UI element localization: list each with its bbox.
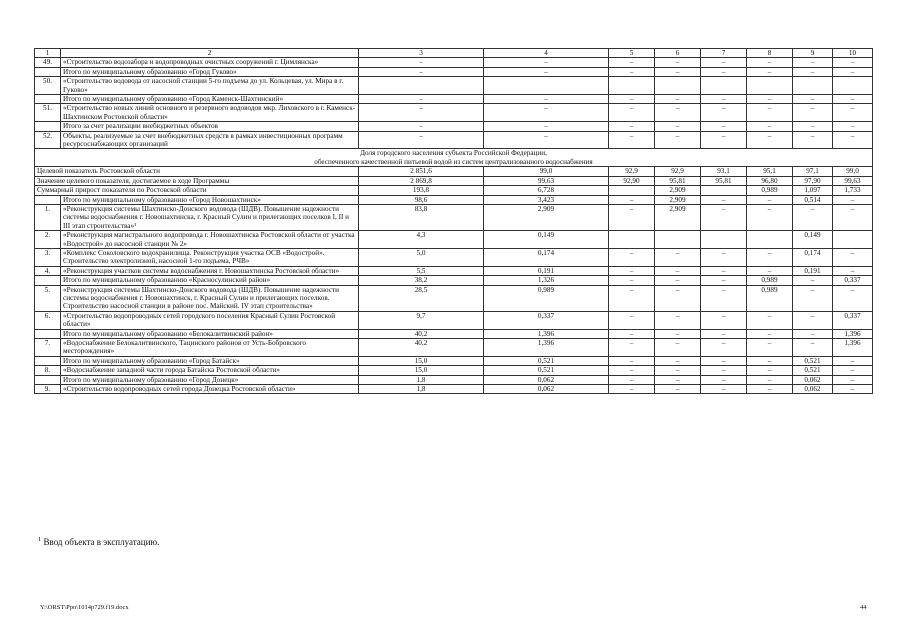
row-number	[35, 195, 61, 204]
row-number: 4.	[35, 266, 61, 275]
value-cell: 38,2	[359, 276, 484, 285]
value-cell: 40,2	[359, 329, 484, 338]
value-cell: –	[793, 285, 833, 311]
row-number	[35, 67, 61, 76]
value-cell: –	[793, 204, 833, 230]
value-cell: –	[747, 195, 793, 204]
header-cell: 4	[484, 49, 609, 58]
row-name: «Строительство новых линий основного и резервного водоводов мкр. Лиховского в г. Каменск-Шахтинском Ростовской области»	[61, 104, 359, 122]
row-name: «Водоснабжение западной части города Батайска Ростовской области»	[61, 366, 359, 375]
value-cell: –	[655, 385, 701, 394]
row-number: 49.	[35, 58, 61, 67]
header-cell: 7	[701, 49, 747, 58]
row-name: «Комплекс Соколовского водохранилища. Реконструкция участка ОСВ «Водострой». Строительство электролизной, насосной 1-го подъема, РЧВ»	[61, 248, 359, 266]
value-cell: 0,062	[484, 375, 609, 384]
value-cell: –	[655, 248, 701, 266]
table-row	[35, 366, 873, 375]
value-cell: 5,0	[359, 248, 484, 266]
program-table	[34, 48, 873, 394]
value-cell: –	[747, 131, 793, 149]
table-row	[35, 231, 873, 249]
value-cell: –	[609, 311, 655, 329]
value-cell: –	[655, 67, 701, 76]
value-cell: 0,337	[484, 311, 609, 329]
table-row	[35, 195, 873, 204]
value-cell: –	[701, 385, 747, 394]
row-name: «Строительство водопроводных сетей городского поселения Красный Сулин Ростовской области»	[61, 311, 359, 329]
value-cell: 1,8	[359, 375, 484, 384]
header-cell: 8	[747, 49, 793, 58]
row-number: 3.	[35, 248, 61, 266]
row-number	[35, 375, 61, 384]
value-cell: 92,9	[655, 167, 701, 176]
value-cell: –	[701, 204, 747, 230]
summary-name: Значение целевого показателя, достигаемое в ходе Программы	[35, 176, 359, 185]
value-cell: –	[655, 104, 701, 122]
value-cell	[793, 77, 833, 95]
value-cell: 92,9	[609, 167, 655, 176]
value-cell: –	[833, 366, 873, 375]
value-cell: –	[747, 248, 793, 266]
summary-row	[35, 186, 873, 195]
value-cell: –	[833, 285, 873, 311]
value-cell: –	[833, 204, 873, 230]
value-cell: 5,5	[359, 266, 484, 275]
value-cell: –	[747, 58, 793, 67]
value-cell: 0,149	[484, 231, 609, 249]
header-cell: 9	[793, 49, 833, 58]
value-cell: –	[701, 104, 747, 122]
value-cell: –	[359, 67, 484, 76]
value-cell: –	[655, 366, 701, 375]
table-row	[35, 329, 873, 338]
value-cell: –	[701, 122, 747, 131]
value-cell: –	[701, 131, 747, 149]
value-cell: –	[484, 122, 609, 131]
value-cell: 0,062	[793, 375, 833, 384]
value-cell: –	[833, 385, 873, 394]
value-cell: –	[359, 104, 484, 122]
row-number: 7.	[35, 339, 61, 357]
value-cell: –	[484, 95, 609, 104]
row-name: «Реконструкция системы Шахтинско-Донского водовода (ШДВ). Повышение надежности системы водоснабжения г. Новошахтинска, г. Красный Сулин и прилегающих поселков I, II и III этап строительства»¹	[61, 204, 359, 230]
value-cell: –	[833, 67, 873, 76]
table-row	[35, 67, 873, 76]
row-name: Итого по муниципальному образованию «Город Батайск»	[61, 356, 359, 365]
value-cell: –	[609, 195, 655, 204]
value-cell: 0,521	[793, 366, 833, 375]
value-cell	[609, 231, 655, 249]
row-name: «Строительство водопроводных сетей города Донецка Ростовской области»	[61, 385, 359, 394]
summary-name: Целевой показатель Ростовской области	[35, 167, 359, 176]
table-row	[35, 339, 873, 357]
value-cell: 1,733	[833, 186, 873, 195]
value-cell: –	[359, 122, 484, 131]
value-cell: 0,989	[747, 285, 793, 311]
row-number	[35, 356, 61, 365]
value-cell	[655, 231, 701, 249]
value-cell: 15,0	[359, 366, 484, 375]
value-cell: –	[359, 95, 484, 104]
row-name: Итого по муниципальному образованию «Белокалитвинский район»	[61, 329, 359, 338]
value-cell: 9,7	[359, 311, 484, 329]
value-cell: 0,514	[793, 195, 833, 204]
value-cell: 2 869,8	[359, 176, 484, 185]
value-cell: –	[609, 339, 655, 357]
value-cell: –	[609, 131, 655, 149]
value-cell: 99,63	[833, 176, 873, 185]
value-cell: 2,909	[655, 204, 701, 230]
value-cell: –	[609, 204, 655, 230]
header-cell: 6	[655, 49, 701, 58]
value-cell: –	[609, 266, 655, 275]
value-cell: –	[655, 122, 701, 131]
value-cell: –	[655, 276, 701, 285]
value-cell: –	[747, 266, 793, 275]
value-cell: –	[833, 248, 873, 266]
value-cell: 1,396	[833, 329, 873, 338]
value-cell	[701, 231, 747, 249]
value-cell	[833, 77, 873, 95]
value-cell: 96,80	[747, 176, 793, 185]
value-cell: 6,728	[484, 186, 609, 195]
header-cell: 1	[35, 49, 61, 58]
value-cell: –	[701, 266, 747, 275]
value-cell: –	[833, 266, 873, 275]
table-row	[35, 285, 873, 311]
value-cell	[359, 77, 484, 95]
value-cell: 2,909	[655, 195, 701, 204]
value-cell: 0,989	[747, 186, 793, 195]
row-name: Итого по муниципальному образованию «Город Новошахтинск»	[61, 195, 359, 204]
value-cell: –	[793, 276, 833, 285]
value-cell: 1,326	[484, 276, 609, 285]
value-cell: –	[609, 366, 655, 375]
table-row	[35, 248, 873, 266]
row-name: «Реконструкция системы Шахтинско-Донского водовода (ШДВ). Повышение надежности системы водоснабжения г. Новошахтинск, г. Красный Сулин и прилегающих поселков. Строительство насосной станции в районе пос. Майский. IV этап строительства»	[61, 285, 359, 311]
row-name: Итого по муниципальному образованию «Город Донецк»	[61, 375, 359, 384]
value-cell: –	[655, 375, 701, 384]
value-cell: 15,0	[359, 356, 484, 365]
row-name: Итого за счет реализации внебюджетных объектов	[61, 122, 359, 131]
value-cell: 0,337	[833, 311, 873, 329]
value-cell: –	[833, 131, 873, 149]
value-cell: 0,174	[793, 248, 833, 266]
page-number: 44	[860, 604, 867, 611]
value-cell: –	[747, 311, 793, 329]
row-number: 6.	[35, 311, 61, 329]
value-cell: 1,097	[793, 186, 833, 195]
table-row	[35, 266, 873, 275]
value-cell: 0,191	[484, 266, 609, 275]
header-cell: 2	[61, 49, 359, 58]
value-cell: –	[747, 104, 793, 122]
table-row	[35, 77, 873, 95]
value-cell: 97,1	[793, 167, 833, 176]
value-cell: 0,062	[484, 385, 609, 394]
value-cell	[747, 231, 793, 249]
value-cell	[701, 77, 747, 95]
value-cell: –	[484, 58, 609, 67]
value-cell: –	[655, 285, 701, 311]
table-row	[35, 95, 873, 104]
row-name: «Реконструкция участков системы водоснабжения г. Новошахтинска Ростовской области»	[61, 266, 359, 275]
value-cell: 3,423	[484, 195, 609, 204]
value-cell: –	[701, 195, 747, 204]
value-cell: –	[793, 95, 833, 104]
value-cell: –	[747, 95, 793, 104]
row-number: 8.	[35, 366, 61, 375]
value-cell: –	[747, 375, 793, 384]
value-cell: –	[655, 58, 701, 67]
value-cell: 40,2	[359, 339, 484, 357]
value-cell: 2,909	[484, 204, 609, 230]
value-cell: –	[747, 329, 793, 338]
value-cell: 4,3	[359, 231, 484, 249]
value-cell: –	[701, 285, 747, 311]
table-row	[35, 356, 873, 365]
value-cell: –	[609, 248, 655, 266]
value-cell: –	[793, 58, 833, 67]
value-cell: –	[833, 122, 873, 131]
table-row	[35, 375, 873, 384]
value-cell: –	[609, 104, 655, 122]
value-cell: –	[833, 195, 873, 204]
value-cell: –	[609, 329, 655, 338]
value-cell: 1,396	[484, 339, 609, 357]
table-row	[35, 104, 873, 122]
row-name: «Реконструкция магистрального водопровода г. Новошахтинска Ростовской области от участка «Водострой» до насосной станции № 2»	[61, 231, 359, 249]
value-cell: –	[359, 58, 484, 67]
row-name: «Строительство водозабора и водопроводных очистных сооружений г. Цимлянска»	[61, 58, 359, 67]
value-cell: –	[609, 285, 655, 311]
table-row	[35, 204, 873, 230]
value-cell: –	[701, 276, 747, 285]
value-cell: –	[484, 67, 609, 76]
value-cell	[609, 77, 655, 95]
value-cell: –	[747, 339, 793, 357]
value-cell	[655, 77, 701, 95]
value-cell: –	[747, 366, 793, 375]
value-cell: 93,1	[701, 167, 747, 176]
value-cell: 0,174	[484, 248, 609, 266]
value-cell: –	[484, 104, 609, 122]
row-number	[35, 95, 61, 104]
value-cell: –	[747, 385, 793, 394]
table-row	[35, 131, 873, 149]
value-cell: 95,81	[655, 176, 701, 185]
table-row	[35, 311, 873, 329]
value-cell: –	[747, 356, 793, 365]
header-cell: 10	[833, 49, 873, 58]
file-path: Y:\ORST\Ppo\1014p729.f19.docx	[40, 604, 129, 611]
value-cell: 0,521	[484, 356, 609, 365]
value-cell: –	[747, 204, 793, 230]
row-name: Итого по муниципальному образованию «Город Каменск-Шахтинский»	[61, 95, 359, 104]
header-row	[35, 49, 873, 58]
value-cell	[747, 77, 793, 95]
row-number: 9.	[35, 385, 61, 394]
value-cell: –	[793, 104, 833, 122]
value-cell: 0,521	[793, 356, 833, 365]
summary-row	[35, 176, 873, 185]
value-cell: –	[609, 356, 655, 365]
value-cell: –	[609, 67, 655, 76]
row-number: 2.	[35, 231, 61, 249]
row-number: 50.	[35, 77, 61, 95]
value-cell: 98,6	[359, 195, 484, 204]
value-cell: –	[833, 95, 873, 104]
value-cell: –	[701, 95, 747, 104]
value-cell: –	[655, 131, 701, 149]
value-cell: –	[701, 248, 747, 266]
value-cell: –	[793, 67, 833, 76]
value-cell: 99,0	[484, 167, 609, 176]
value-cell: –	[701, 375, 747, 384]
row-name: Итого по муниципальному образованию «Город Гуково»	[61, 67, 359, 76]
value-cell: –	[701, 311, 747, 329]
value-cell: –	[609, 276, 655, 285]
value-cell: 0,062	[793, 385, 833, 394]
value-cell: 83,8	[359, 204, 484, 230]
value-cell: –	[833, 375, 873, 384]
footnote-text: Ввод объекта в эксплуатацию.	[43, 537, 160, 547]
row-name: «Строительство водовода от насосной станции 5-го подъема до ул. Кольцевая, ул. Мира в г. Гуково»	[61, 77, 359, 95]
row-number	[35, 329, 61, 338]
value-cell: –	[701, 356, 747, 365]
value-cell	[833, 231, 873, 249]
value-cell: –	[833, 104, 873, 122]
header-cell: 5	[609, 49, 655, 58]
row-name: Итого по муниципальному образованию «Красносулинский район»	[61, 276, 359, 285]
value-cell: 0,337	[833, 276, 873, 285]
value-cell: –	[833, 58, 873, 67]
summary-row	[35, 167, 873, 176]
value-cell: 0,149	[793, 231, 833, 249]
header-cell: 3	[359, 49, 484, 58]
value-cell: –	[359, 131, 484, 149]
value-cell: 28,5	[359, 285, 484, 311]
value-cell: 92,90	[609, 176, 655, 185]
value-cell: 193,8	[359, 186, 484, 195]
value-cell: –	[793, 329, 833, 338]
value-cell: –	[655, 95, 701, 104]
value-cell: –	[609, 58, 655, 67]
row-number: 1.	[35, 204, 61, 230]
row-name: Объекты, реализуемые за счет внебюджетных средств в рамках инвестиционных программ ресурсоснабжающих организаций	[61, 131, 359, 149]
value-cell: 99,63	[484, 176, 609, 185]
value-cell: –	[833, 356, 873, 365]
table-row	[35, 58, 873, 67]
table-row	[35, 385, 873, 394]
row-number	[35, 276, 61, 285]
value-cell: 2,909	[655, 186, 701, 195]
value-cell: –	[701, 339, 747, 357]
value-cell: –	[655, 266, 701, 275]
value-cell: –	[793, 311, 833, 329]
row-number: 52.	[35, 131, 61, 149]
value-cell: –	[701, 329, 747, 338]
value-cell: –	[655, 339, 701, 357]
summary-name: Суммарный прирост показателя по Ростовской области	[35, 186, 359, 195]
row-number: 5.	[35, 285, 61, 311]
value-cell: –	[655, 311, 701, 329]
value-cell: 0,989	[484, 285, 609, 311]
value-cell	[609, 186, 655, 195]
value-cell: 0,989	[747, 276, 793, 285]
value-cell: 2 851,6	[359, 167, 484, 176]
value-cell: 1,8	[359, 385, 484, 394]
table-row	[35, 276, 873, 285]
value-cell: –	[655, 356, 701, 365]
value-cell: –	[701, 67, 747, 76]
footnote-marker: 1	[38, 536, 42, 543]
value-cell: –	[609, 122, 655, 131]
table-row	[35, 122, 873, 131]
value-cell: –	[793, 131, 833, 149]
value-cell: 0,521	[484, 366, 609, 375]
row-number: 51.	[35, 104, 61, 122]
row-name: «Водоснабжение Белокалитвинского, Тацинского районов от Усть-Бобровского месторождения»	[61, 339, 359, 357]
value-cell: 95,81	[701, 176, 747, 185]
value-cell: –	[609, 375, 655, 384]
row-number	[35, 122, 61, 131]
value-cell: –	[701, 366, 747, 375]
value-cell: 1,396	[484, 329, 609, 338]
value-cell: 95,1	[747, 167, 793, 176]
value-cell: –	[793, 122, 833, 131]
value-cell: 0,191	[793, 266, 833, 275]
value-cell: –	[609, 385, 655, 394]
value-cell: –	[747, 122, 793, 131]
section-title: Доля городского населения субъекта Российской Федерации, обеспеченного качественной питьевой водой из систем централизованного водоснабжения	[35, 149, 873, 167]
footnote	[38, 536, 159, 547]
value-cell: –	[484, 131, 609, 149]
value-cell: –	[609, 95, 655, 104]
value-cell: –	[793, 339, 833, 357]
value-cell	[701, 186, 747, 195]
section-row	[35, 149, 873, 167]
value-cell: –	[747, 67, 793, 76]
value-cell: –	[655, 329, 701, 338]
value-cell: 97,90	[793, 176, 833, 185]
value-cell: 99,0	[833, 167, 873, 176]
value-cell	[484, 77, 609, 95]
value-cell: 1,396	[833, 339, 873, 357]
value-cell: –	[701, 58, 747, 67]
